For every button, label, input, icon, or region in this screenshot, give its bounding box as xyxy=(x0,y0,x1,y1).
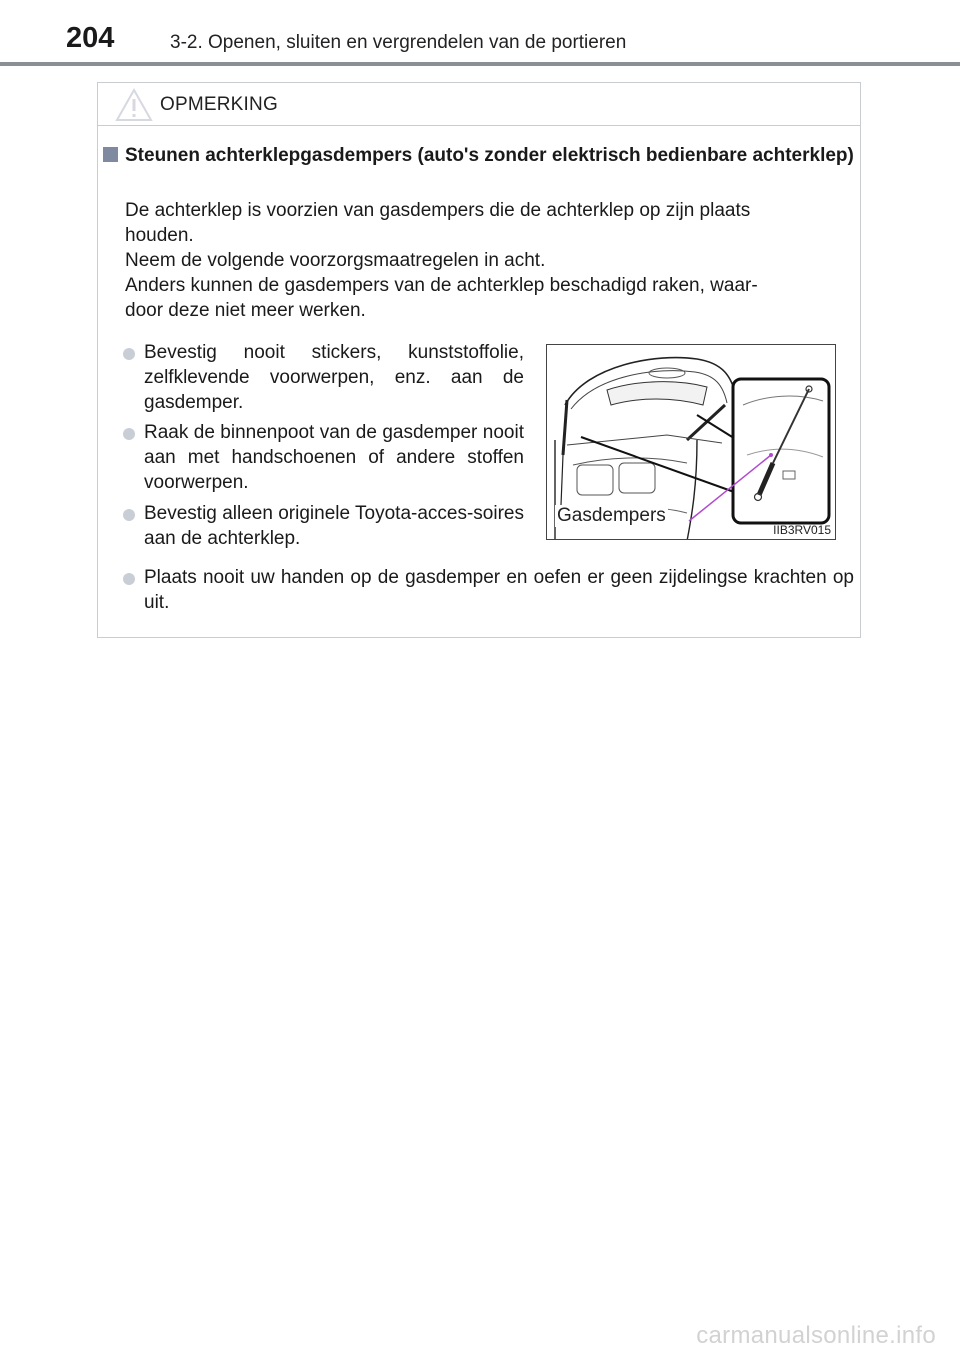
paragraph-line: houden. xyxy=(125,225,194,246)
bullet-item: Plaats nooit uw handen op de gasdemper en oefen er geen zijdelingse krachten op uit. xyxy=(144,567,854,613)
chapter-title: 3-2. Openen, sluiten en vergrendelen van de portieren xyxy=(170,32,627,53)
bullet-item: Raak de binnenpoot van de gasdemper nooit aan met handschoenen of andere stoffen voorwerpen. xyxy=(144,422,524,493)
bullet-dot-icon xyxy=(123,348,135,360)
bullet-item: Bevestig nooit stickers, kunststoffolie, zelfklevende voorwerpen, enz. aan de gasdemper. xyxy=(144,342,524,413)
bullet-dot-icon xyxy=(123,573,135,585)
notice-box xyxy=(97,82,861,638)
paragraph-line: De achterklep is voorzien van gasdempers die de achterklep op zijn plaats xyxy=(125,200,751,221)
page-header xyxy=(0,0,960,70)
figure-code: IIB3RV015 xyxy=(773,523,831,537)
notice-header xyxy=(98,83,860,126)
warning-triangle-icon xyxy=(114,87,154,123)
figure-label: Gasdempers xyxy=(557,505,666,526)
gas-damper-illustration xyxy=(546,344,836,540)
watermark: carmanualsonline.info xyxy=(696,1322,936,1349)
page-number: 204 xyxy=(66,22,115,54)
bullet-item: Bevestig alleen originele Toyota-acces-soires aan de achterklep. xyxy=(144,503,524,549)
heading-square-icon xyxy=(103,147,118,162)
intro-paragraph xyxy=(125,198,855,323)
header-rule xyxy=(0,62,960,66)
paragraph-line: Anders kunnen de gasdempers van de achterklep beschadigd raken, waar- xyxy=(125,275,758,296)
notice-title: OPMERKING xyxy=(160,94,278,115)
paragraph-line: Neem de volgende voorzorgsmaatregelen in acht. xyxy=(125,250,546,271)
section-heading: Steunen achterklepgasdempers (auto's zonder elektrisch bedienbare achterklep) xyxy=(125,145,854,166)
paragraph-line: door deze niet meer werken. xyxy=(125,300,366,321)
bullet-dot-icon xyxy=(123,509,135,521)
bullet-dot-icon xyxy=(123,428,135,440)
